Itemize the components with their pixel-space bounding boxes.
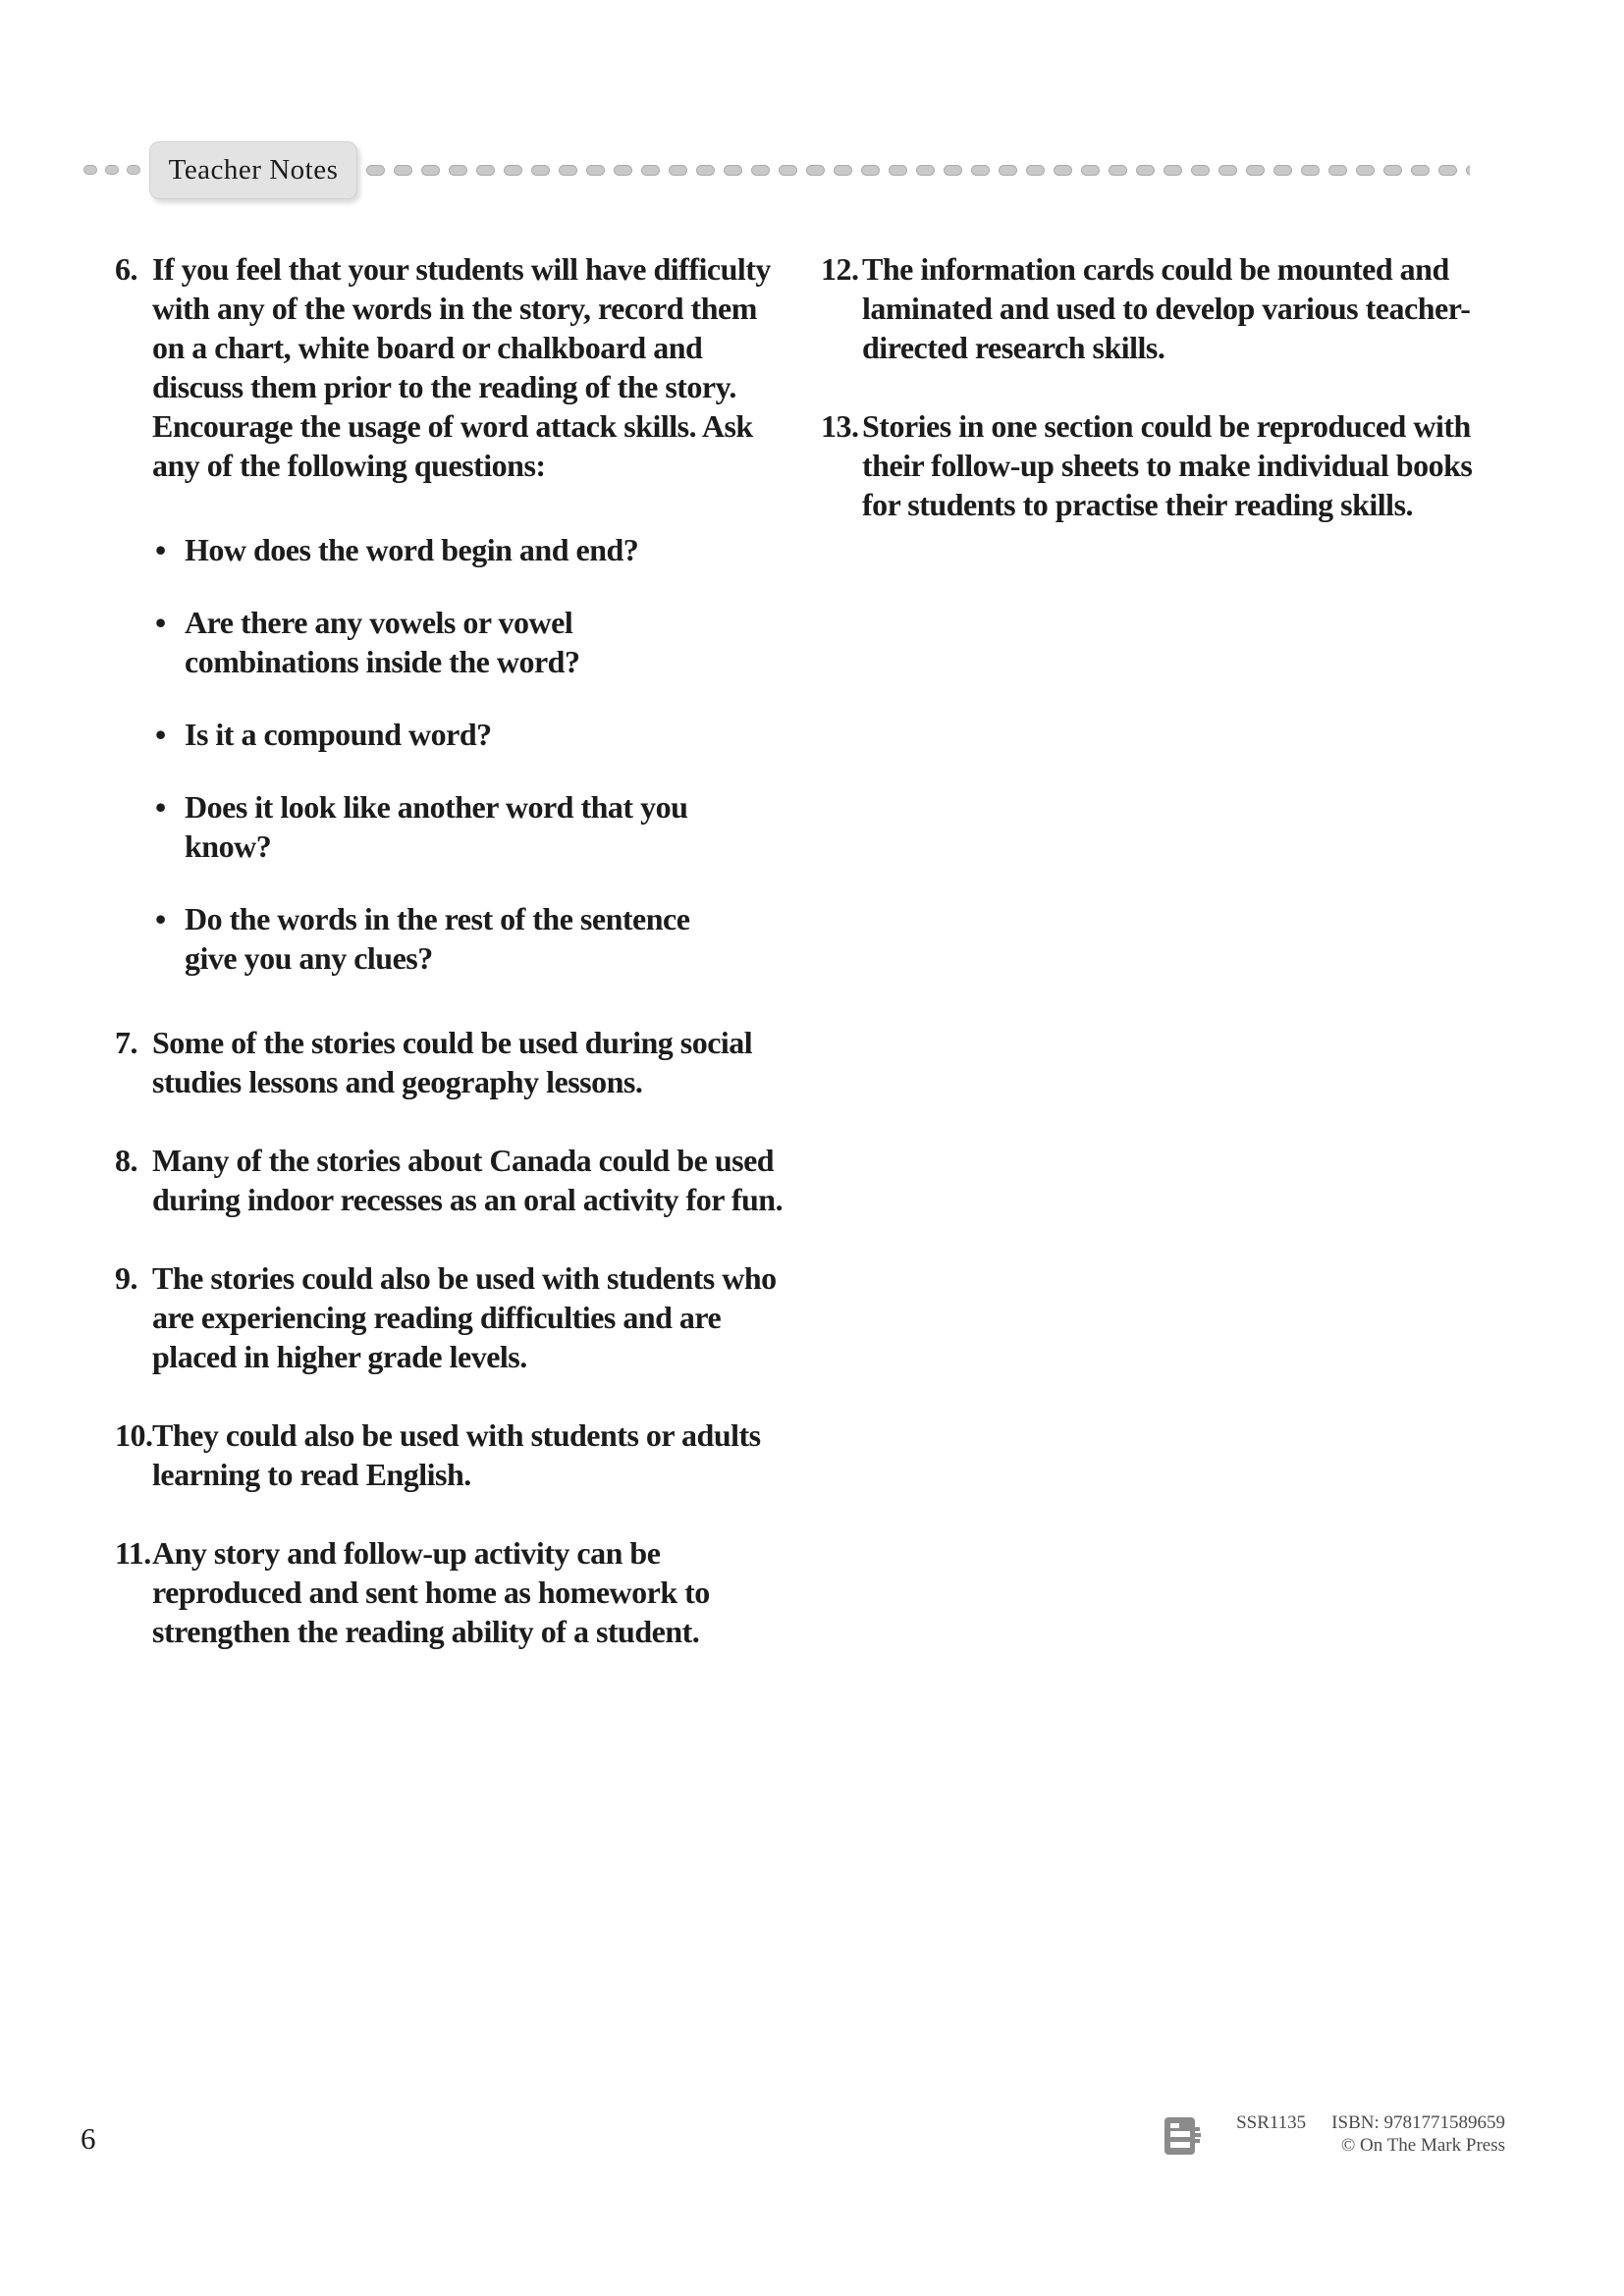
- dash: [531, 165, 550, 176]
- item-number: 11.: [115, 1535, 151, 1571]
- dash: [971, 165, 990, 176]
- dash: [83, 165, 97, 175]
- isbn: ISBN: 9781771589659: [1331, 2112, 1505, 2133]
- left-column: [115, 249, 790, 1690]
- dash: [1466, 165, 1470, 176]
- dash: [1081, 165, 1100, 176]
- item-number: 10.: [115, 1417, 153, 1453]
- list-item-12: [821, 249, 1500, 367]
- dash: [614, 165, 632, 176]
- list-item-11: [115, 1533, 790, 1651]
- dash: [449, 165, 467, 176]
- list-item-8: [115, 1141, 790, 1219]
- dashed-rule-right: [366, 165, 1470, 176]
- item-number: 8.: [115, 1143, 137, 1178]
- item-text: Some of the stories could be used during social studies lessons and geography lessons.: [152, 1025, 753, 1099]
- bullet-dot: •: [155, 717, 166, 752]
- item-body: [152, 249, 790, 984]
- page-number: 6: [81, 2121, 96, 2156]
- teacher-notes-header: [83, 139, 1470, 200]
- item-number: 12.: [821, 251, 859, 287]
- bullet-item: [152, 530, 790, 569]
- dash: [1411, 165, 1430, 176]
- dash: [724, 165, 742, 176]
- bullet-item: [152, 899, 790, 978]
- publisher-info: [1236, 2111, 1505, 2157]
- item-number: 9.: [115, 1260, 137, 1296]
- dash: [696, 165, 715, 176]
- dash: [806, 165, 825, 176]
- bullet-dot: •: [155, 789, 166, 825]
- dash: [394, 165, 412, 176]
- product-code: SSR1135: [1236, 2112, 1307, 2133]
- dash: [1054, 165, 1072, 176]
- dash: [751, 165, 770, 176]
- dashed-rule-left: [83, 165, 142, 175]
- bullet-dot: •: [155, 532, 166, 567]
- list-item-10: [115, 1415, 790, 1494]
- dash: [127, 165, 140, 175]
- item-number: 7.: [115, 1025, 137, 1060]
- notepad-icon: [1164, 2114, 1201, 2157]
- bullet-list: [152, 530, 790, 978]
- bullet-dot: •: [155, 901, 166, 936]
- item-number: 6.: [115, 251, 137, 287]
- dash: [669, 165, 687, 176]
- dash: [1328, 165, 1347, 176]
- dash: [476, 165, 495, 176]
- item-text: Stories in one section could be reproduced with their follow-up sheets to make individual books for students to practise their reading skills.: [862, 408, 1473, 522]
- dash: [559, 165, 577, 176]
- dash: [1246, 165, 1265, 176]
- bullet-text: Does it look like another word that you know?: [185, 789, 688, 864]
- bullet-item: [152, 787, 790, 866]
- dash: [834, 165, 852, 176]
- bullet-text: Are there any vowels or vowel combinations inside the word?: [185, 605, 580, 679]
- dash: [1191, 165, 1210, 176]
- item-text: Many of the stories about Canada could be used during indoor recesses as an oral activity for fun.: [152, 1143, 784, 1217]
- right-column: [821, 249, 1500, 563]
- dash: [504, 165, 522, 176]
- dash: [366, 165, 385, 176]
- item-text: The stories could also be used with students who are experiencing reading difficulties and are placed in higher grade levels.: [152, 1260, 777, 1374]
- teacher-notes-tab: [149, 141, 357, 199]
- dash: [1438, 165, 1457, 176]
- dash: [1109, 165, 1127, 176]
- dash: [889, 165, 907, 176]
- dash: [1218, 165, 1237, 176]
- dash: [779, 165, 797, 176]
- list-item-6: [115, 249, 790, 984]
- dash: [1356, 165, 1375, 176]
- dash: [641, 165, 660, 176]
- item-text: They could also be used with students or adults learning to read English.: [152, 1417, 761, 1492]
- copyright: © On The Mark Press: [1340, 2135, 1505, 2156]
- item-text: Any story and follow-up activity can be reproduced and sent home as homework to strengthen the reading ability of a student.: [152, 1535, 710, 1649]
- dash: [1383, 165, 1402, 176]
- bullet-dot: •: [155, 605, 166, 640]
- dash: [1273, 165, 1292, 176]
- dash: [861, 165, 880, 176]
- dash: [916, 165, 935, 176]
- dash: [999, 165, 1017, 176]
- list-item-9: [115, 1258, 790, 1376]
- list-item-7: [115, 1023, 790, 1101]
- dash: [1301, 165, 1320, 176]
- bullet-text: Do the words in the rest of the sentence give you any clues?: [185, 901, 690, 976]
- dash: [105, 165, 119, 175]
- item-text: The information cards could be mounted and laminated and used to develop various teacher-directed research skills.: [862, 251, 1471, 365]
- dash: [944, 165, 962, 176]
- bullet-item: [152, 603, 790, 681]
- bullet-text: Is it a compound word?: [185, 717, 492, 752]
- bullet-item: [152, 715, 790, 754]
- dash: [1164, 165, 1182, 176]
- item-number: 13.: [821, 408, 859, 444]
- dash: [1136, 165, 1155, 176]
- list-item-13: [821, 406, 1500, 524]
- item-text: If you feel that your students will have difficulty with any of the words in the story, record them on a chart, white board or chalkboard and discuss them prior to the reading of the story. Encourage the usage of word attack skills. Ask any of the following questions:: [152, 251, 771, 483]
- publisher-line-1: [1236, 2111, 1505, 2134]
- dash: [421, 165, 440, 176]
- bullet-text: How does the word begin and end?: [185, 532, 639, 567]
- tab-label: Teacher Notes: [168, 153, 339, 186]
- dash: [1026, 165, 1045, 176]
- dash: [586, 165, 605, 176]
